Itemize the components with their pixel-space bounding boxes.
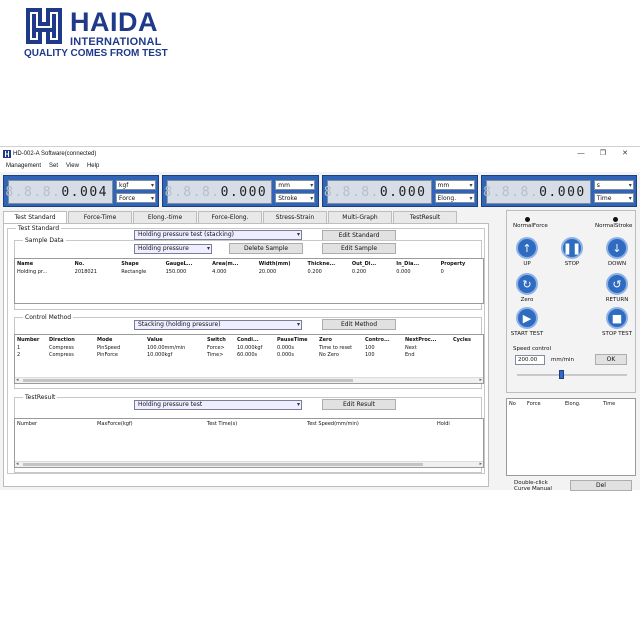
pause-icon: ❚❚ (562, 241, 582, 255)
readout-display: 8.8.8. 0.000 (486, 180, 591, 204)
group-label: TestResult (25, 394, 56, 401)
column-header[interactable]: Zero (319, 336, 332, 343)
column-header[interactable]: Mode (97, 336, 113, 343)
table-header-row (15, 419, 484, 428)
table-cell: 0.000s (277, 351, 294, 358)
table-cell: 0.000 (396, 268, 411, 275)
brand-tagline: QUALITY COMES FROM TEST (24, 48, 168, 59)
tab-stress-strain[interactable]: Stress-Strain (263, 211, 327, 223)
column-header[interactable]: GaugeL... (165, 260, 193, 267)
speed-ok-button[interactable]: OK (595, 354, 627, 365)
arrow-up-icon: ↑ (522, 241, 532, 255)
brand-subname: INTERNATIONAL (70, 36, 162, 48)
table-header-row (15, 259, 483, 268)
edit-result-button[interactable]: Edit Result (322, 399, 396, 410)
column-header[interactable]: Switch (207, 336, 226, 343)
column-header[interactable]: NextProc... (405, 336, 437, 343)
column-header[interactable]: Out_Di... (351, 260, 377, 267)
table-cell: No Zero (319, 351, 339, 358)
mode-select[interactable]: Elong. ▾ (435, 193, 475, 203)
table-cell: Force> (207, 344, 225, 351)
table-cell: 0 (440, 268, 444, 275)
column-header[interactable]: Number (17, 420, 38, 427)
stop-square-icon: ■ (611, 311, 623, 325)
speed-unit-label: mm/min (551, 357, 574, 363)
column-header[interactable]: No. (74, 260, 85, 267)
edit-sample-button[interactable]: Edit Sample (322, 243, 396, 254)
column-header[interactable]: Time (603, 400, 616, 407)
delete-curve-button[interactable]: Del (570, 480, 632, 491)
table-cell: PinSpeed (97, 344, 121, 351)
readout-value: 0.000 (220, 184, 268, 200)
readout-elong (322, 175, 478, 207)
column-header[interactable]: Area(m... (212, 260, 239, 267)
menu-set[interactable]: Set (49, 163, 59, 169)
table-row[interactable] (15, 351, 484, 358)
edit-method-button[interactable]: Edit Method (322, 319, 396, 330)
table-cell: 20.000 (258, 268, 277, 275)
table-cell: 0.200 (351, 268, 367, 275)
column-header[interactable]: Test Speed(mm/min) (307, 420, 359, 427)
tab-force-elong[interactable]: Force-Elong. (198, 211, 262, 223)
control-method-table (14, 334, 484, 384)
test-result-table (14, 418, 484, 468)
tab-multi-graph[interactable]: Multi-Graph (328, 211, 392, 223)
normal-stroke-lamp-icon (613, 217, 618, 222)
scroll-right-icon[interactable]: ▸ (479, 461, 482, 467)
app-window (0, 146, 640, 490)
stop-test-label: STOP TEST (602, 331, 632, 337)
table-cell: Next (405, 344, 417, 351)
table-cell: 2 (17, 351, 21, 358)
readout-stroke (162, 175, 318, 207)
menu-management[interactable]: Management (6, 163, 42, 169)
table-cell (451, 351, 484, 358)
column-header[interactable]: MaxForce(kgf) (97, 420, 133, 427)
table-cell: 2018021 (74, 268, 97, 275)
column-header[interactable]: Name (17, 260, 34, 267)
readout-bar (0, 175, 640, 207)
readout-force (3, 175, 159, 207)
return-button[interactable] (606, 273, 628, 295)
unit-select[interactable]: mm ▾ (275, 180, 315, 190)
tab-bar (3, 211, 489, 223)
start-test-button[interactable] (516, 307, 538, 329)
maximize-button[interactable]: ❐ (599, 150, 607, 157)
play-icon: ▶ (522, 311, 532, 325)
tab-test-result[interactable]: TestResult (393, 211, 457, 223)
control-panel (506, 210, 636, 393)
horizontal-scrollbar[interactable] (15, 461, 483, 467)
column-header[interactable]: Elong. (565, 400, 581, 407)
delete-sample-button[interactable]: Delete Sample (229, 243, 303, 254)
table-cell: Compress (49, 351, 74, 358)
speed-slider[interactable] (517, 374, 627, 376)
table-cell: PinForce (97, 351, 118, 358)
scroll-left-icon[interactable]: ◂ (16, 461, 19, 467)
curve-manual-label (514, 480, 552, 492)
readout-display: 8.8.8. 0.004 (8, 180, 113, 204)
zero-label: Zero (520, 297, 534, 303)
scroll-right-icon[interactable]: ▸ (479, 377, 482, 383)
menu-view[interactable]: View (66, 163, 79, 169)
horizontal-scrollbar[interactable] (15, 377, 483, 383)
mode-select[interactable]: Force ▾ (116, 193, 156, 203)
close-button[interactable]: ✕ (622, 150, 628, 157)
down-label: DOWN (607, 261, 627, 267)
table-cell: 100.00mm/min (147, 344, 186, 351)
scrollbar-thumb[interactable] (23, 463, 423, 466)
control-method-select[interactable]: Stacking (holding pressure) ▾ (134, 320, 302, 330)
table-cell: 10.000kgf (237, 344, 263, 351)
table-cell: 4.000 (212, 268, 227, 275)
unit-select[interactable]: kgf ▾ (116, 180, 156, 190)
readout-value: 0.000 (539, 184, 586, 200)
column-header[interactable]: Value (147, 336, 163, 343)
column-header[interactable]: In_Dia... (396, 260, 420, 267)
window-title: HD-002-A Software(connected) (13, 150, 97, 157)
stop-button[interactable] (561, 237, 583, 259)
brand-name: HAIDA (70, 7, 158, 37)
group-label: Control Method (25, 314, 72, 321)
table-row[interactable] (15, 344, 484, 351)
down-button[interactable] (606, 237, 628, 259)
test-standard-select[interactable]: Holding pressure test (stacking) ▾ (134, 230, 302, 240)
tab-force-time[interactable]: Force-Time (68, 211, 132, 223)
up-button[interactable] (516, 237, 538, 259)
refresh-icon: ↻ (522, 277, 532, 291)
table-header-row (507, 399, 637, 408)
minimize-button[interactable]: — (577, 150, 585, 157)
scrollbar-thumb[interactable] (23, 379, 353, 382)
curve-label-line2: Curve Manual (514, 486, 552, 492)
readout-value: 0.000 (379, 184, 427, 200)
menu-bar (0, 160, 640, 172)
speed-input[interactable]: 200.00 (515, 355, 545, 365)
test-result-select[interactable]: Holding pressure test ▾ (134, 400, 302, 410)
group-label: Sample Data (25, 237, 64, 244)
table-cell: 0.000s (277, 344, 294, 351)
tab-elong-time[interactable]: Elong.-time (133, 211, 197, 223)
table-cell: Time to reset (319, 344, 353, 351)
table-cell: 1 (17, 344, 21, 351)
tab-content (3, 223, 489, 487)
speed-control-label: Speed control (513, 346, 552, 352)
column-header[interactable]: Number (17, 336, 40, 343)
column-header[interactable]: Thickne... (307, 260, 336, 267)
stop-test-button[interactable] (606, 307, 628, 329)
sample-select[interactable]: Holding pressure ▾ (134, 244, 212, 254)
table-cell: 150.000 (165, 268, 187, 275)
table-cell: 60.000s (237, 351, 258, 358)
app-icon (3, 150, 11, 158)
return-icon: ↺ (612, 277, 622, 291)
right-panel (506, 210, 636, 490)
edit-standard-button[interactable]: Edit Standard (322, 230, 396, 241)
normal-stroke-label: NormalStroke (595, 223, 633, 229)
return-label: RETURN (605, 297, 629, 303)
tab-test-standard[interactable]: Test Standard (3, 211, 67, 223)
readout-display: 8.8.8. 0.000 (327, 180, 432, 204)
table-row[interactable] (15, 268, 483, 275)
main-panel (3, 211, 489, 487)
table-header-row (15, 335, 484, 344)
column-header[interactable]: Width(mm) (258, 260, 291, 267)
readout-display: 8.8.8. 0.000 (167, 180, 272, 204)
unit-select[interactable]: mm ▾ (435, 180, 475, 190)
sample-table (14, 258, 484, 304)
column-header[interactable]: Force (527, 400, 541, 407)
unit-select[interactable]: s ▾ (594, 180, 634, 190)
menu-help[interactable]: Help (86, 163, 100, 169)
normal-force-label: NormalForce (513, 223, 548, 229)
column-header[interactable]: Contro... (365, 336, 390, 343)
column-header[interactable]: Test Time(s) (207, 420, 238, 427)
curve-label-line1: Double-click (514, 480, 548, 486)
stop-label: STOP (564, 261, 580, 267)
brand-logo-block (22, 6, 182, 59)
table-cell: 10.000kgf (147, 351, 173, 358)
normal-force-lamp-icon (525, 217, 530, 222)
column-header[interactable]: Direction (49, 336, 75, 343)
column-header[interactable]: Cycles (453, 336, 471, 343)
table-cell: 0.200 (307, 268, 322, 275)
title-bar (0, 147, 640, 160)
speed-slider-handle[interactable] (559, 370, 564, 379)
mode-select[interactable]: Time ▾ (594, 193, 634, 203)
mode-select[interactable]: Stroke ▾ (275, 193, 315, 203)
column-header[interactable]: Property (440, 260, 466, 267)
table-cell: Time> (207, 351, 224, 358)
column-header[interactable]: Shape (121, 260, 139, 267)
column-header[interactable]: Condi... (237, 336, 259, 343)
readout-time (481, 175, 637, 207)
table-cell: Holding pr... (17, 268, 48, 275)
haida-logo-icon (22, 6, 66, 46)
table-cell (451, 344, 484, 351)
scroll-left-icon[interactable]: ◂ (16, 377, 19, 383)
table-cell: 100 (365, 344, 375, 351)
curve-result-table (506, 398, 636, 476)
column-header[interactable]: No (509, 400, 516, 407)
column-header[interactable]: PauseTime (277, 336, 308, 343)
zero-button[interactable] (516, 273, 538, 295)
table-cell: 100 (365, 351, 375, 358)
readout-value: 0.004 (61, 184, 108, 200)
up-label: UP (523, 261, 531, 267)
table-cell: Compress (49, 344, 74, 351)
column-header[interactable]: Holdi (437, 420, 450, 427)
group-label: Test Standard (18, 225, 60, 232)
table-cell: End (405, 351, 415, 358)
arrow-down-icon: ↓ (612, 241, 622, 255)
start-test-label: START TEST (510, 331, 544, 337)
table-cell: Rectangle (121, 268, 147, 275)
